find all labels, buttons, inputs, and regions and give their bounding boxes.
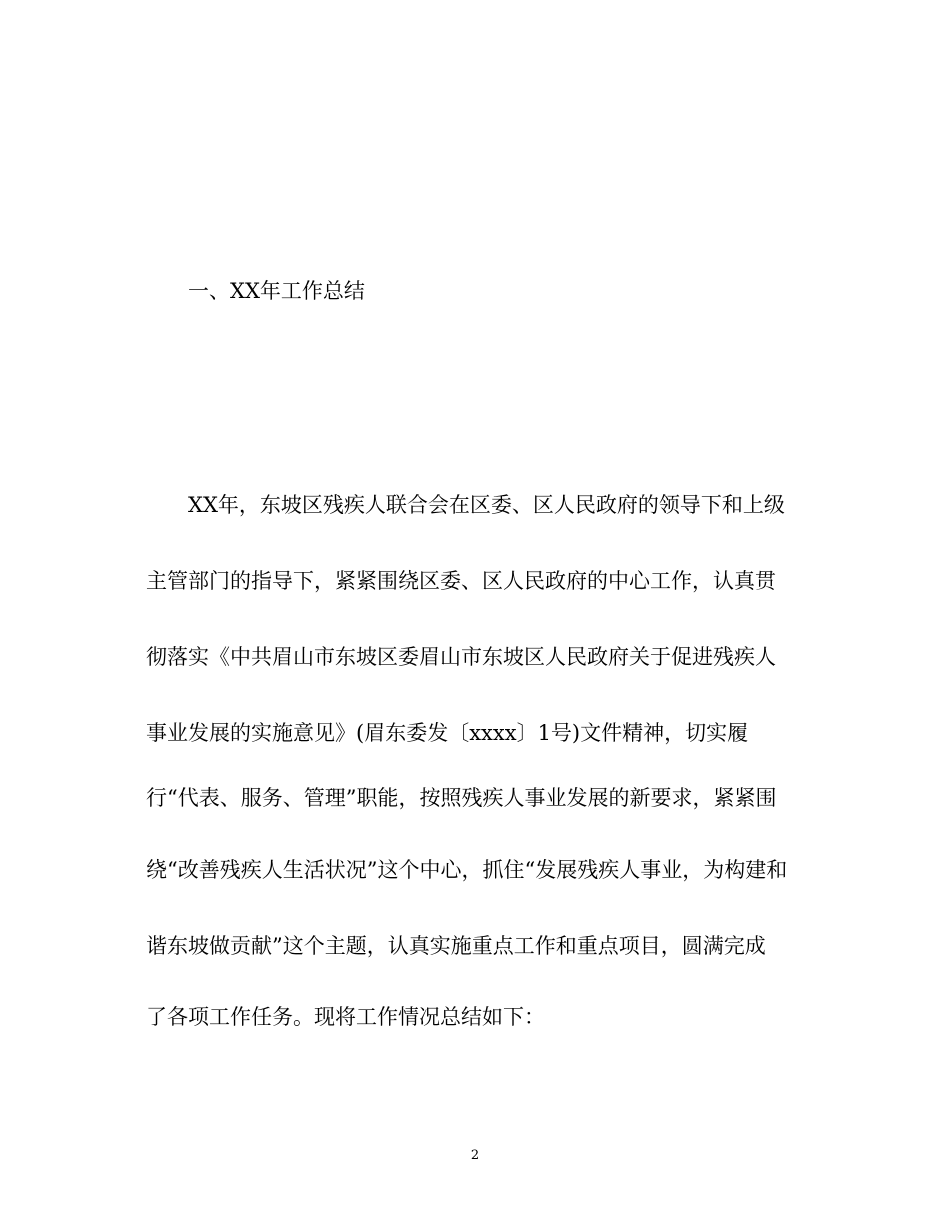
paragraph-line: 谐东坡做贡献”这个主题，认真实施重点工作和重点项目，圆满完成 bbox=[146, 934, 766, 958]
page-number: 2 bbox=[470, 1148, 480, 1163]
paragraph-line: XX年，东坡区残疾人联合会在区委、区人民政府的领导下和上级 bbox=[188, 493, 785, 517]
paragraph-line: 彻落实《中共眉山市东坡区委眉山市东坡区人民政府关于促进残疾人 bbox=[146, 645, 776, 669]
paragraph-line: 绕“改善残疾人生活状况”这个中心，抓住“发展残疾人事业，为构建和 bbox=[146, 858, 788, 882]
paragraph-line: 行“代表、服务、管理”职能，按照残疾人事业发展的新要求，紧紧围 bbox=[146, 786, 777, 810]
paragraph-line: 事业发展的实施意见》(眉东委发〔xxxx〕1号)文件精神，切实履 bbox=[146, 721, 749, 745]
paragraph-line: 主管部门的指导下，紧紧围绕区委、区人民政府的中心工作，认真贯 bbox=[146, 569, 776, 593]
section-heading: 一、XX年工作总结 bbox=[188, 279, 365, 303]
paragraph-line: 了各项工作任务。现将工作情况总结如下： bbox=[146, 1005, 545, 1029]
